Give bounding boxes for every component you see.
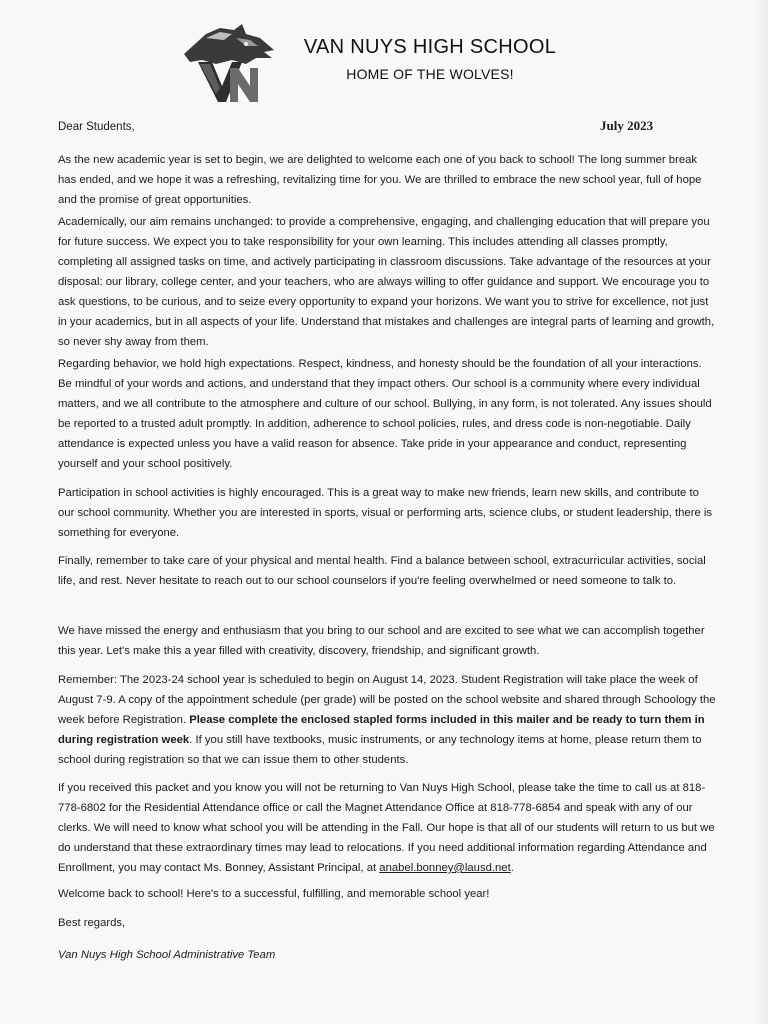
paragraph-health: Finally, remember to take care of your physical and mental health. Find a balance between school, extracurricular activities, social life, and rest. Never hesitate to reach out to our school counselors if you're feeling overwhelmed or need someone to talk to. xyxy=(58,555,706,587)
paragraph-enthusiasm: We have missed the energy and enthusiasm that you bring to our school and are excited to see what we can accomplish together this year. Let's make this a year filled with creativity, discovery, friendship, and significant growth. xyxy=(58,625,705,657)
registration-forms-notice: Please complete the enclosed stapled forms included in this mailer and be ready to turn them in during registration week xyxy=(58,714,705,746)
paragraph-activities: Participation in school activities is highly encouraged. This is a great way to make new friends, learn new skills, and contribute to our school community. Whether you are interested in sports, visual or performing arts, science clubs, or student leadership, there is something for everyone. xyxy=(58,487,713,539)
attendance-text-end: . xyxy=(510,862,514,874)
paragraph-closing-wish: Welcome back to school! Here's to a successful, fulfilling, and memorable school year! xyxy=(58,888,490,900)
paragraph-registration xyxy=(58,670,716,770)
attendance-text: If you received this packet and you know you will not be returning to Van Nuys High School, please take the time to call us at 818-778-6802 for the Residential Attendance office or call the Magnet Attendance Office at 818-778-6854 and speak with any of our clerks. We will need to know what school you will be attending in the Fall. Our hope is that all of our students will return to us but we do understand that these extraordinary times may lead to relocations. If you need additional information regarding Attendance and Enrollment, you may contact Ms. Bonney, Assistant Principal, at xyxy=(58,782,715,874)
registration-text-end: . If you still have textbooks, music instruments, or any technology items at home, please return them to school during registration so that we can issue them to other students. xyxy=(58,734,702,766)
paragraph-behavior: Regarding behavior, we hold high expectations. Respect, kindness, and honesty should be the foundation of all your interactions. Be mindful of your words and actions, and understand that they impact others. Our school is a community where every individual matters, and we all contribute to the atmosphere and culture of our school. Bullying, in any form, is not tolerated. Any issues should be reported to a trusted adult promptly. In addition, adherence to school policies, rules, and dress code is non-negotiable. Daily attendance is expected unless you have a valid reason for absence. Take pride in your appearance and conduct, representing yourself and your school positively. xyxy=(58,358,712,470)
school-name: VAN NUYS HIGH SCHOOL xyxy=(303,36,557,58)
email-link[interactable]: anabel.bonney@lausd.net xyxy=(379,862,511,874)
registration-text: Remember: The 2023-24 school year is scheduled to begin on August 14, 2023. Student Registration will take place the week of August 7-9. A copy of the appointment schedule (per grade) will be posted on the school website and shared through Schoology the week before Registration. xyxy=(58,674,716,726)
paragraph-attendance xyxy=(58,778,716,878)
closing-phrase: Best regards, xyxy=(58,917,126,929)
signature: Van Nuys High School Administrative Team xyxy=(58,949,276,961)
paragraph-welcome: As the new academic year is set to begin, we are delighted to welcome each one of you back to school! The long summer break has ended, and we hope it was a refreshing, revitalizing time for you. We are thrilled to embrace the new school year, full of hope and the promise of great opportunities. xyxy=(58,154,702,206)
scan-edge-shadow xyxy=(754,0,768,1024)
wolf-head-logo-icon xyxy=(176,24,278,104)
paragraph-academics: Academically, our aim remains unchanged: to provide a comprehensive, engaging, and challenging education that will prepare you for future success. We expect you to take responsibility for your own learning. This includes attending all classes promptly, completing all assigned tasks on time, and actively participating in classroom discussions. Take advantage of the resources at your disposal: our library, college center, and your teachers, who are always willing to offer guidance and support. We encourage you to ask questions, to be curious, and to seize every opportunity to expand your horizons. We want you to strive for excellence, not just in your academics, but in all aspects of your life. Understand that mistakes and challenges are integral parts of learning and growth, so never shy away from them. xyxy=(58,216,715,348)
salutation: Dear Students, xyxy=(58,121,135,133)
school-tagline: HOME OF THE WOLVES! xyxy=(346,66,514,82)
letter-date: July 2023 xyxy=(600,118,654,133)
